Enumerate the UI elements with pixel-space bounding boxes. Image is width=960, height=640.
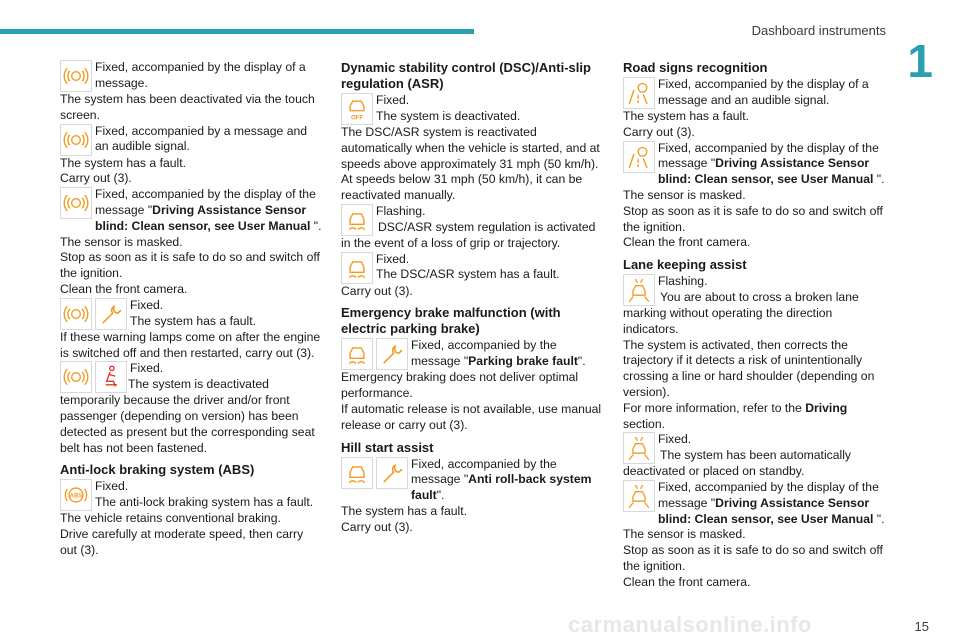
entry-row: [341, 93, 603, 125]
entry-text: Fixed, accompanied by the message "Anti roll-back system fault".: [411, 456, 592, 503]
entry-row: [60, 60, 322, 92]
entry-text: Flashing.: [658, 274, 708, 289]
paragraph: The vehicle retains conventional braking.: [60, 511, 281, 526]
paragraph: The system has been deactivated via the touch screen.: [60, 92, 315, 122]
column-right: [623, 60, 885, 591]
svg-text:OFF: OFF: [350, 115, 364, 122]
entry-row: [623, 480, 885, 527]
heading-emergency-brake: Emergency brake malfunction (with electric parking brake): [341, 305, 561, 337]
service-wrench-icon: [95, 298, 127, 330]
section-title: Dashboard instruments: [751, 23, 886, 38]
entry-text: Fixed, accompanied by the display of the message "Driving Assistance Sensor blind: Clean sensor, see User Manual ".: [658, 479, 885, 526]
entry-row: [341, 252, 603, 284]
chapter-number: 1: [907, 35, 933, 87]
dsc-car-icon: [341, 457, 373, 489]
heading-dsc: Dynamic stability control (DSC)/Anti-slip regulation (ASR): [341, 60, 591, 91]
seat-belt-icon: [95, 361, 127, 393]
service-wrench-icon: [376, 338, 408, 370]
lane-keeping-icon: [623, 274, 655, 306]
heading-road-signs: Road signs recognition: [623, 60, 768, 75]
paragraph: The sensor is masked.: [623, 527, 746, 542]
paragraph: The system has a fault.: [341, 503, 467, 518]
entry-row: [623, 141, 885, 188]
entry-text: Fixed, accompanied by the display of the message "Driving Assistance Sensor blind: Clean sensor, see User Manual ".: [95, 187, 322, 233]
radar-warning-icon: [60, 60, 92, 92]
page-number: 15: [914, 619, 929, 634]
entry-row: [60, 479, 322, 511]
entry-text: Fixed. The DSC/ASR system has a fault.: [376, 251, 560, 282]
paragraph: Carry out (3).: [60, 171, 132, 186]
heading-abs: Anti-lock braking system (ABS): [60, 462, 255, 478]
entry-text: Fixed, accompanied by a message and an audible signal.: [95, 123, 308, 154]
column-left: [60, 60, 322, 559]
paragraph: Emergency braking does not deliver optimal performance.: [341, 370, 579, 401]
entry-row: [60, 124, 322, 156]
entry-text: Fixed. The anti-lock braking system has a fault.: [95, 479, 314, 510]
paragraph: The sensor is masked.: [623, 187, 746, 202]
entry-text: Flashing.: [376, 203, 426, 218]
column-middle: [341, 60, 603, 536]
paragraph: You are about to cross a broken lane marking without operating the direction indicators.: [623, 290, 859, 336]
entry-text: Fixed. The system is deactivated.: [376, 93, 521, 123]
paragraph: The system is activated, then corrects the trajectory if it detects a risk of unintentionally crossing a line or hard shoulder (depending on version).: [623, 337, 875, 399]
entry-text: Fixed, accompanied by the display of a message.: [95, 60, 306, 90]
paragraph: The system has a fault.: [60, 155, 186, 170]
radar-warning-icon: [60, 361, 92, 393]
entry-row: [341, 457, 603, 504]
entry-text: Fixed, accompanied by the display of a message and an audible signal.: [658, 77, 869, 107]
paragraph: The sensor is masked.: [60, 234, 183, 249]
radar-warning-icon: [60, 124, 92, 156]
radar-warning-icon: [60, 187, 92, 219]
road-sign-icon: [623, 141, 655, 173]
paragraph: The system has been automatically deactivated or placed on standby.: [623, 448, 852, 479]
paragraph: Carry out (3).: [341, 519, 413, 534]
dsc-off-icon: [341, 93, 373, 125]
paragraph: Carry out (3).: [341, 283, 413, 298]
radar-warning-icon: [60, 298, 92, 330]
dsc-car-icon: [341, 204, 373, 236]
entry-row: [60, 298, 322, 330]
entry-text: Fixed, accompanied by the display of the message "Driving Assistance Sensor blind: Clean sensor, see User Manual ".: [658, 140, 885, 187]
lane-keeping-icon: [623, 432, 655, 464]
watermark: carmanualsonline.info: [568, 612, 812, 637]
heading-hill-start: Hill start assist: [341, 439, 434, 455]
paragraph: If these warning lamps come on after the engine is switched off and then restarted, carry out (3).: [60, 329, 321, 360]
entry-row: [623, 77, 885, 109]
service-wrench-icon: [376, 457, 408, 489]
paragraph: Stop as soon as it is safe to do so and switch off the ignition.: [623, 543, 883, 573]
entry-row: [341, 338, 603, 370]
entry-row: [60, 187, 322, 234]
paragraph: Stop as soon as it is safe to do so and switch off the ignition.: [60, 250, 320, 281]
paragraph: Carry out (3).: [623, 124, 695, 139]
paragraph: Clean the front camera.: [623, 574, 751, 589]
header-accent-bar: [0, 29, 474, 34]
paragraph: The system is deactivated temporarily because the driver and/or front passenger (depending on version) has been detected as present but the corresponding seat belt has not been fastened.: [60, 377, 315, 455]
dsc-car-icon: [341, 252, 373, 284]
paragraph: DSC/ASR system regulation is activated in the event of a loss of grip or trajectory.: [341, 219, 596, 250]
paragraph: If automatic release is not available, use manual release or carry out (3).: [341, 401, 602, 432]
entry-text: Fixed.: [658, 432, 692, 447]
paragraph: Clean the front camera.: [60, 281, 188, 296]
entry-text: Fixed. The system has a fault.: [130, 297, 256, 328]
svg-text:ABS: ABS: [69, 493, 83, 500]
paragraph: Drive carefully at moderate speed, then carry out (3).: [60, 527, 304, 557]
paragraph: Stop as soon as it is safe to do so and switch off the ignition.: [623, 203, 883, 234]
lane-keeping-icon: [623, 480, 655, 512]
paragraph: The DSC/ASR system is reactivated automatically when the vehicle is started, and at speeds above approximately 31 mph (50 km/h). At speeds below 31 mph (50 km/h), it can be reactivated manually.: [341, 125, 600, 203]
paragraph: The system has a fault.: [623, 109, 749, 123]
road-sign-icon: [623, 77, 655, 109]
entry-text: Fixed.: [130, 361, 164, 376]
paragraph: For more information, refer to the Driving section.: [623, 400, 848, 431]
paragraph: Clean the front camera.: [623, 235, 751, 250]
abs-icon: [60, 479, 92, 511]
heading-lane-keeping: Lane keeping assist: [623, 257, 747, 273]
dsc-car-icon: [341, 338, 373, 370]
entry-text: Fixed, accompanied by the message "Parking brake fault".: [411, 338, 586, 369]
